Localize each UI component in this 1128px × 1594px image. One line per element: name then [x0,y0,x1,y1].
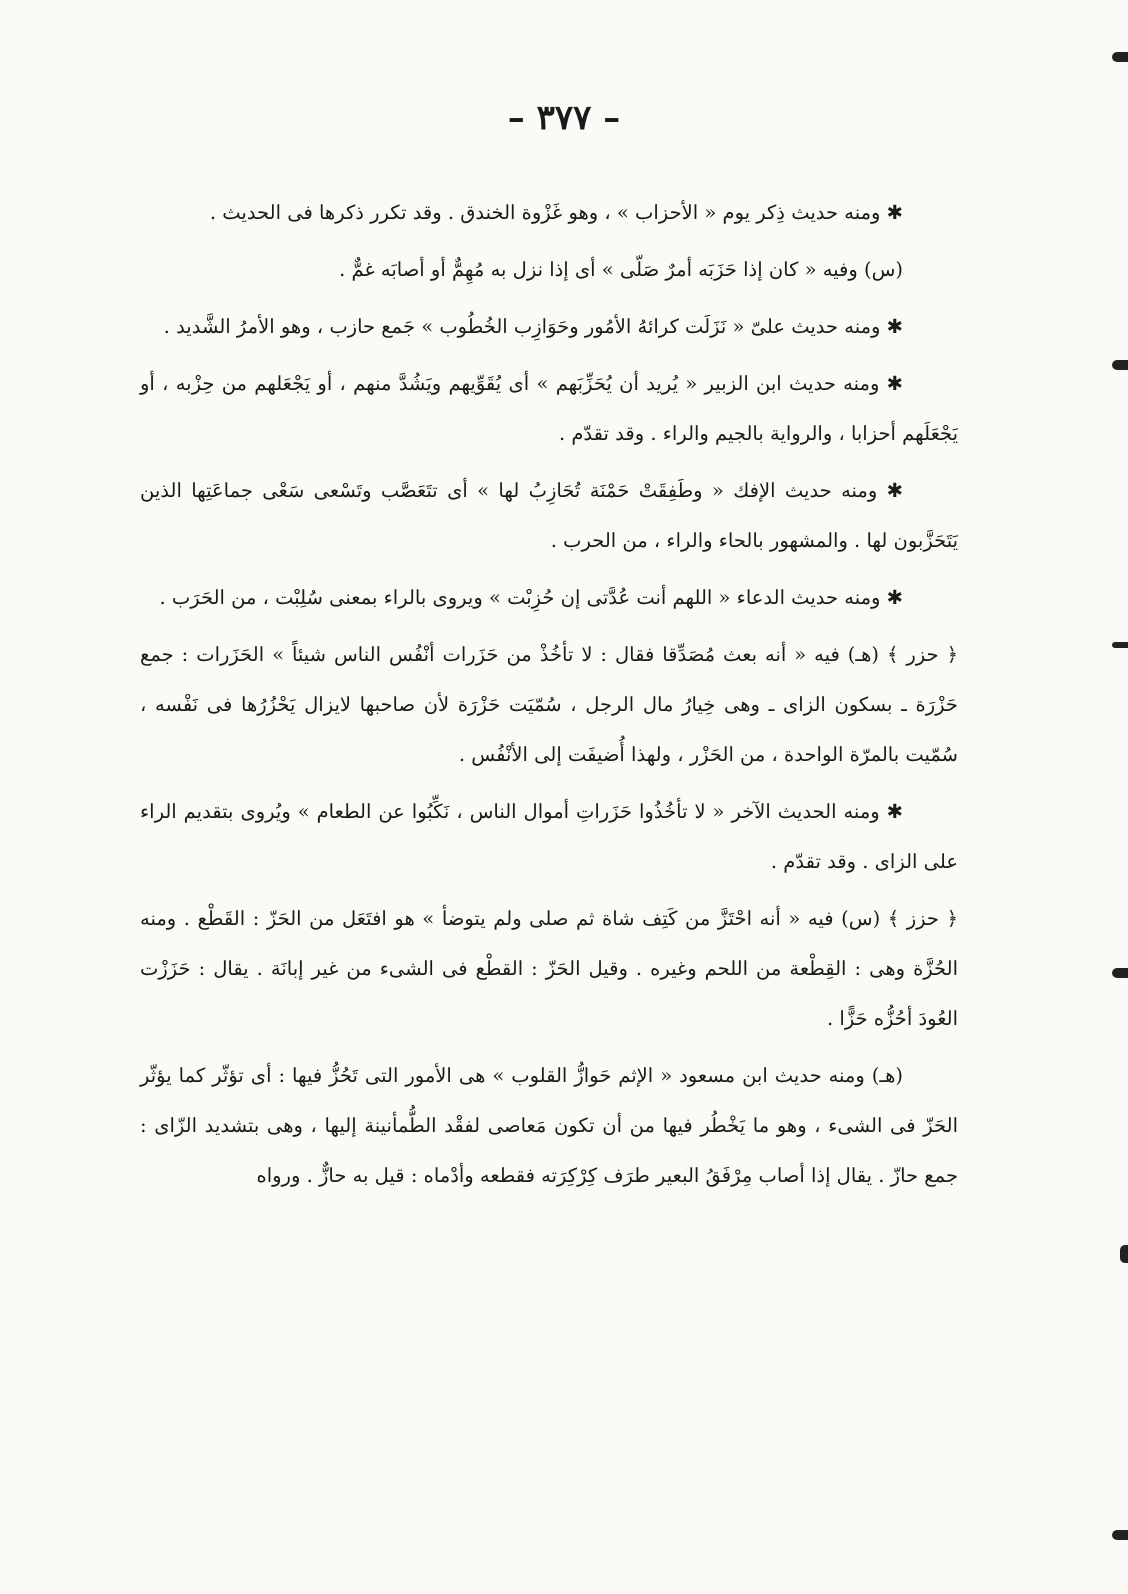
scan-edge-mark [1112,360,1128,370]
scan-edge-mark [1120,1245,1128,1263]
scan-edge-mark [1112,968,1128,978]
paragraph-8: ✱ ومنه الحديث الآخر « لا تأخُذُوا حَزَراتِ أموال الناس ، نَكِّبُوا عن الطعام » ويُروى بتقديم الراء على الزاى . وقد تقدّم . [140,800,958,873]
entry-hazaz: ﴿ حزز ﴾ (س) فيه « أنه احْتَزَّ من كَتِف شاة ثم صلى ولم يتوضأ » هو افتَعَل من الحَزّ : القَطْع . ومنه الحُزَّة وهى : القِطْعة من اللحم وغيره . وقيل الحَزّ : القطْع فى الشىء من غير إبانَة . يقال : حَزَزْت العُودَ أحُزُّه حَزًّا . [140,907,958,1030]
paragraph-1: ✱ ومنه حديث ذِكر يوم « الأحزاب » ، وهو غَزْوة الخندق . وقد تكرر ذكرها فى الحديث . [209,201,903,224]
paragraph-6: ✱ ومنه حديث الدعاء « اللهم أنت عُدَّتى إن حُزِبْت » ويروى بالراء بمعنى سُلِبْت ، من الحَرَب . [159,586,903,609]
paragraph-5: ✱ ومنه حديث الإفك « وطَفِقَتْ حَمْنَة تُحَازِبُ لها » أى تتَعَصَّب وتَسْعى سَعْى جماعَتِها الذين يَتَحَزَّبون لها . والمشهور بالحاء والراء ، من الحرب . [140,479,958,552]
scan-edge-mark [1112,52,1128,62]
page-text [140,188,958,1208]
paragraph-3: ✱ ومنه حديث علىّ « نَزَلَت كرائهُ الأمُور وحَوَازِب الخُطُوب » جَمع حازب ، وهو الأمرُ الشَّديد . [163,315,903,338]
scan-edge-mark [1112,642,1128,648]
entry-hazar: ﴿ حزر ﴾ (هـ) فيه « أنه بعث مُصَدِّقا فقال : لا تأخُذْ من حَزَرات أنْفُس الناس شيئاً » الحَزَرات : جمع حَزْرَة ـ بسكون الزاى ـ وهى خِيارُ مال الرجل ، سُمّيَت حَزْرَة لأن صاحبها لايزال يَحْزُرُها فى نَفْسه ، سُمّيت بالمرّة الواحدة ، من الحَزْر ، ولهذا أُضيفَت إلى الأنْفُس . [140,643,958,766]
paragraph-2: (س) وفيه « كان إذا حَزَبَه أمرٌ صَلّى » أى إذا نزل به مُهِمٌّ أو أصابَه غمٌّ . [339,258,903,281]
scan-edge-mark [1112,1530,1128,1540]
page-number: – ٣٧٧ – [507,98,621,138]
paragraph-10: (هـ) ومنه حديث ابن مسعود « الإثم حَوازُّ القلوب » هى الأمور التى تَحُزُّ فيها : أى تؤثّر كما يؤثّر الحَزّ فى الشىء ، وهو ما يَخْطُر فيها من أن تكون مَعاصى لفقْد الطُّمأنينة إليها ، وهى بتشديد الزّاى : جمع حازّ . يقال إذا أصاب مِرْفَقُ البعير طرَف كِرْكِرَته فقطعه وأدْماه : قيل به حازٌّ . ورواه [140,1064,958,1187]
paragraph-4: ✱ ومنه حديث ابن الزبير « يُريد أن يُحَزِّبَهم » أى يُقَوِّيهم ويَشُدَّ منهم ، أو يَجْعَلهم من حِزْبه ، أو يَجْعَلَهم أحزابا ، والرواية بالجيم والراء . وقد تقدّم . [140,372,958,445]
